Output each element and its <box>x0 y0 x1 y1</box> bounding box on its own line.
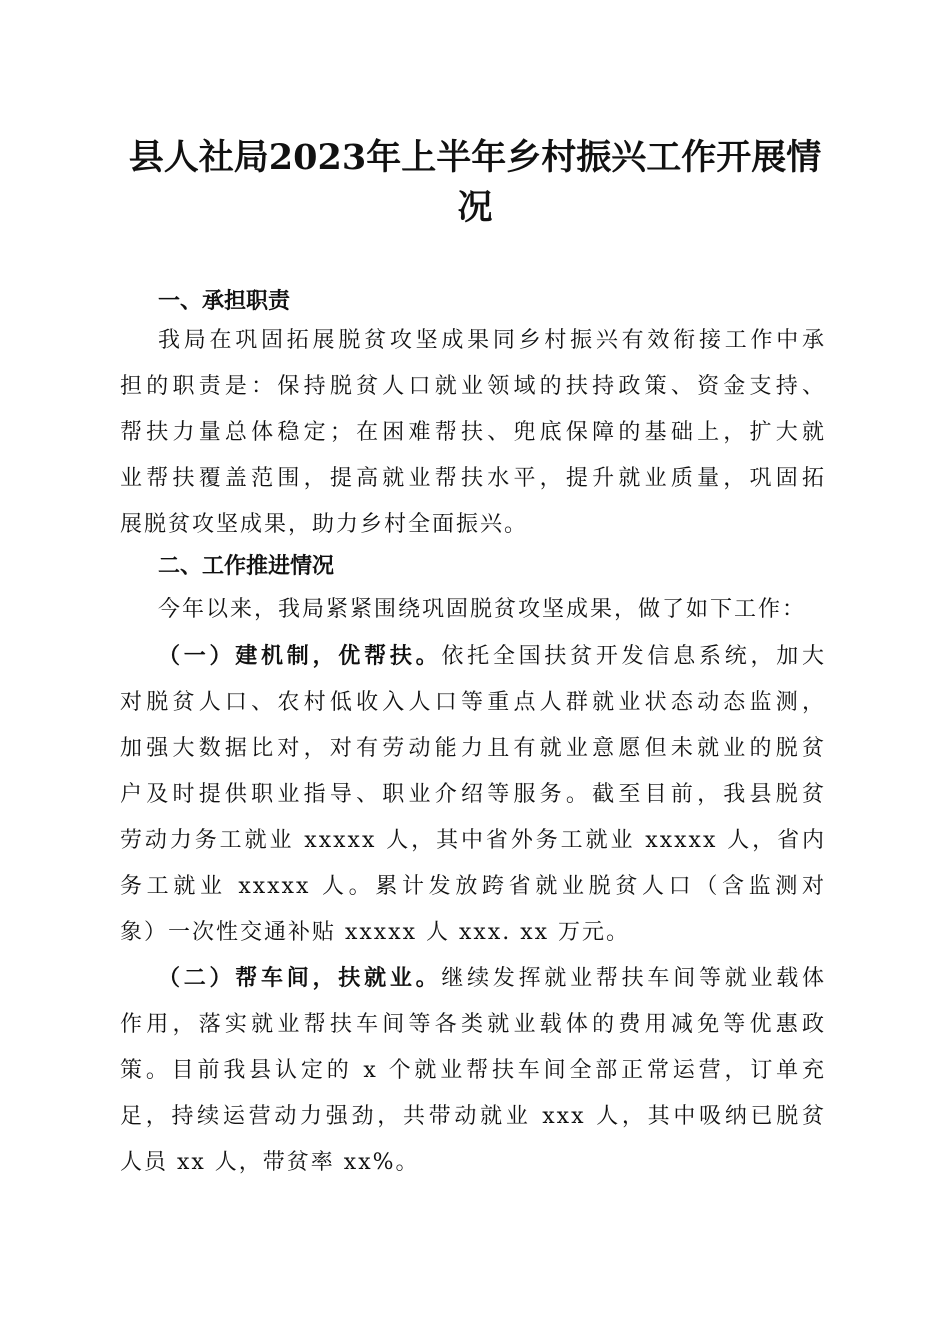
item-text: 继续发挥就业帮扶车间等就业载体 <box>441 966 826 991</box>
paragraph-line: 劳动力务工就业 xxxxx 人，其中省外务工就业 xxxxx 人，省内 <box>120 828 826 853</box>
paragraph-line: 象）一次性交通补贴 xxxxx 人 xxx. xx 万元。 <box>120 920 631 945</box>
paragraph-line: 业帮扶覆盖范围，提高就业帮扶水平，提升就业质量，巩固拓 <box>120 466 826 491</box>
paragraph-line: 今年以来，我局紧紧围绕巩固脱贫攻坚成果，做了如下工作： <box>158 597 807 622</box>
paragraph-line: 务工就业 xxxxx 人。累计发放跨省就业脱贫人口（含监测对 <box>120 874 826 899</box>
paragraph-line: 足，持续运营动力强劲，共带动就业 xxx 人，其中吸纳已脱贫 <box>120 1104 826 1129</box>
paragraph-line: 人员 xx 人，带贫率 xx%。 <box>120 1150 420 1175</box>
paragraph-intro <box>120 587 826 633</box>
paragraph-line: 策。目前我县认定的 x 个就业帮扶车间全部正常运营，订单充 <box>120 1058 826 1083</box>
document-title <box>100 133 850 233</box>
paragraph-line: 帮扶力量总体稳定；在困难帮扶、兜底保障的基础上，扩大就 <box>120 420 826 445</box>
item-lead: （一）建机制，优帮扶。 <box>158 643 442 669</box>
paragraph-duties <box>120 318 826 548</box>
title-line-2: 况 <box>457 187 493 228</box>
paragraph-line <box>120 633 826 680</box>
paragraph-line: 担的职责是：保持脱贫人口就业领域的扶持政策、资金支持、 <box>120 374 826 399</box>
paragraph-line: 展脱贫攻坚成果，助力乡村全面振兴。 <box>120 512 529 537</box>
paragraph-line: 加强大数据比对，对有劳动能力且有就业意愿但未就业的脱贫 <box>120 736 826 761</box>
paragraph-line: 户及时提供职业指导、职业介绍等服务。截至目前，我县脱贫 <box>120 782 826 807</box>
paragraph-item-1 <box>120 633 826 956</box>
item-lead: （二）帮车间，扶就业。 <box>158 965 442 991</box>
paragraph-line: 我局在巩固拓展脱贫攻坚成果同乡村振兴有效衔接工作中承 <box>158 328 826 353</box>
title-line-1: 县人社局2023年上半年乡村振兴工作开展情 <box>128 137 822 178</box>
paragraph-item-2 <box>120 955 826 1186</box>
section-heading-progress: 二、工作推进情况 <box>158 554 335 579</box>
paragraph-line: 作用，落实就业帮扶车间等各类就业载体的费用减免等优惠政 <box>120 1012 826 1037</box>
paragraph-line <box>120 955 826 1002</box>
paragraph-line: 对脱贫人口、农村低收入人口等重点人群就业状态动态监测， <box>120 690 826 715</box>
item-text: 依托全国扶贫开发信息系统，加大 <box>441 644 826 669</box>
section-heading-duties: 一、承担职责 <box>158 289 291 314</box>
